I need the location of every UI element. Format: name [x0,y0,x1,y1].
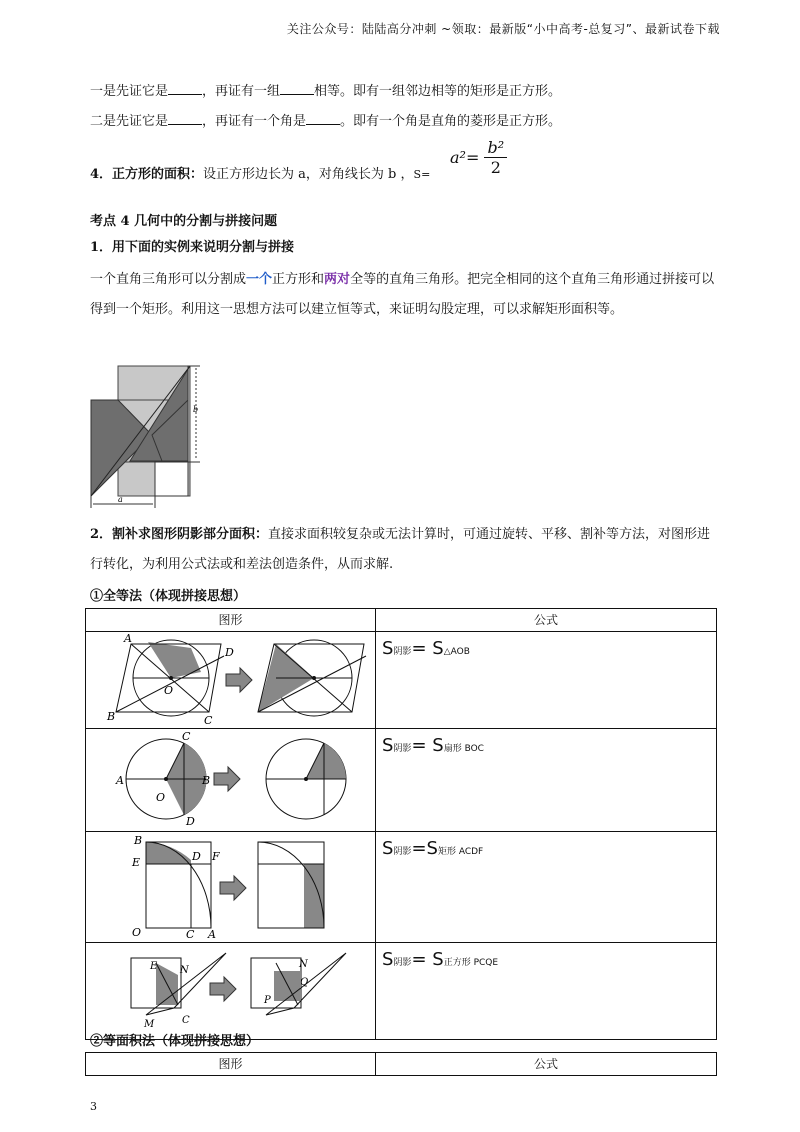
col-header-figure: 图形 [86,609,376,632]
col-header-figure: 图形 [86,1053,376,1076]
paragraph-cut-fill: 2．割补求图形阴影部分面积：直接求面积较复杂或无法计算时，可通过旋转、平移、割补等方法，对图形进行转化，为利用公式法或和差法创造条件，从而求解. [90,527,711,572]
svg-text:Q: Q [300,977,309,988]
method-1-table [85,608,717,1040]
svg-text:B: B [107,710,116,723]
figure-quarter-circle [86,832,375,938]
svg-text:D: D [192,850,201,863]
square-area-line: 4．正方形的面积：设正方形边长为 a，对角线长为 b ，S= [90,167,431,182]
method-2-title: ②等面积法（体现拼接思想） [90,1034,260,1049]
text-line-2: 二是先证它是 ，再证有一个角是 。即有一个角是直角的菱形是正方形。 [90,114,562,129]
formula: S阴影= S正方形 PCQE [382,949,499,970]
page-header: 关注公众号：陆陆高分冲刺 ~领取：最新版“小中高考-总复习”、最新试卷下载 [286,22,720,36]
arrow-icon [214,767,240,791]
svg-text:C: C [204,714,213,724]
arrow-icon [220,876,246,900]
svg-text:E: E [150,961,158,972]
label-a: a [118,495,123,504]
svg-text:E: E [132,856,141,869]
svg-text:N: N [299,959,308,970]
subsection-title: 1．用下面的实例来说明分割与拼接 [90,240,295,255]
page-number: 3 [90,1100,97,1113]
table-row [86,832,717,943]
svg-text:O: O [132,926,142,938]
col-header-formula: 公式 [376,1053,717,1076]
formula-cell [376,943,717,1040]
arrow-icon [226,668,252,692]
svg-text:P: P [264,995,271,1006]
table-row [86,729,717,832]
col-header-formula: 公式 [376,609,717,632]
svg-text:A: A [124,632,132,645]
svg-text:C: C [182,730,191,743]
table-row [86,943,717,1040]
svg-text:D: D [186,815,195,827]
blank [168,82,202,95]
svg-text:A: A [116,774,124,787]
figure-circle-sector [86,729,375,827]
paragraph-split: 一个直角三角形可以分割成一个正方形和两对全等的直角三角形。把完全相同的这个直角三角形通过拼接可以得到一个矩形。利用这一思想方法可以建立恒等式，来证明勾股定理，可以求解矩形面积等。 [90,272,715,317]
figure-circle-parallelogram [86,632,375,724]
svg-text:M: M [144,1019,155,1030]
figure-cell [86,632,376,729]
formula-cell [376,632,717,729]
area-formula: a²= $\frac{\text{b²}}{2}$ [450,138,507,177]
text-line-1: 一是先证它是 ，再证有一组 相等。即有一组邻边相等的矩形是正方形。 [90,84,562,99]
svg-text:N: N [180,965,189,976]
blank [280,82,314,95]
formula: S阴影= S△AOB [382,638,470,659]
method-2-table [85,1052,717,1076]
figure-square-triangle [86,943,375,1035]
section-title: 考点 4 几何中的分割与拼接问题 [90,214,278,229]
table-row [86,632,717,729]
figure-cell [86,943,376,1040]
svg-text:A: A [208,928,216,938]
blank [168,112,202,125]
svg-text:C: C [182,1015,190,1026]
svg-text:B: B [134,834,143,847]
svg-text:C: C [186,928,195,938]
figure-cell [86,832,376,943]
formula: S阴影=S矩形 ACDF [382,838,484,859]
method-1-title: ①全等法（体现拼接思想） [90,589,247,604]
svg-text:O: O [156,791,166,804]
arrow-icon [210,977,236,1001]
svg-text:O: O [164,684,174,697]
svg-text:D: D [225,646,234,659]
label-b: b [193,405,199,414]
svg-text:F: F [212,850,220,863]
formula-cell [376,729,717,832]
formula: S阴影= S扇形 BOC [382,735,484,756]
svg-text:B: B [202,774,211,787]
figure-cell [86,729,376,832]
blank [306,112,340,125]
split-figure [90,365,210,510]
formula-cell [376,832,717,943]
